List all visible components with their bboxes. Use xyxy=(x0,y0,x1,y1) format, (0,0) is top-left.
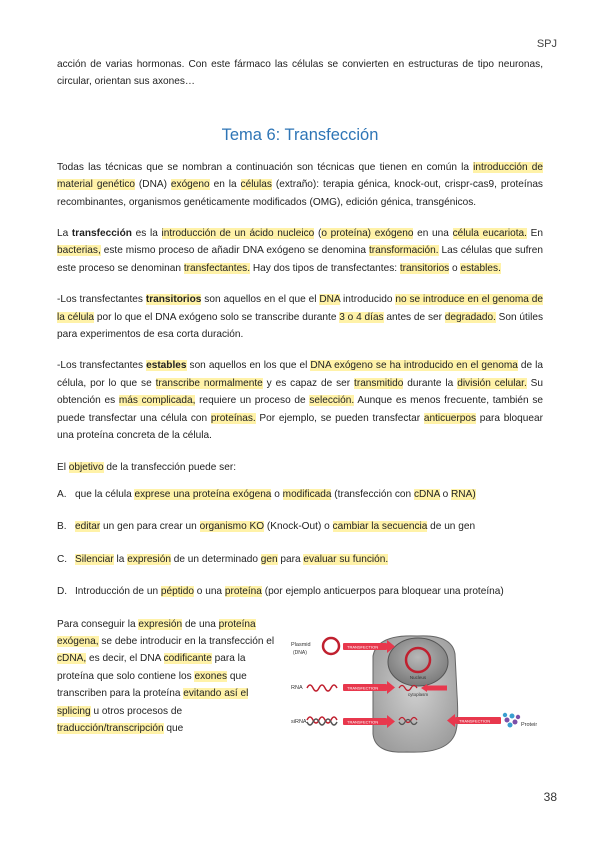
paragraph-expresion xyxy=(57,616,279,738)
highlighted-text: más complicada, xyxy=(118,395,196,407)
plasmid-ring xyxy=(323,638,339,654)
highlighted-text: 3 o 4 días xyxy=(339,311,384,323)
highlighted-text: gen xyxy=(260,553,278,565)
highlighted-text: Silenciar xyxy=(75,553,114,565)
text-run: que transcriben para la proteína xyxy=(57,670,247,700)
text-run: Aunque es menos frecuente, también se puede transfectar una célula con xyxy=(57,395,544,424)
highlighted-text: DNA xyxy=(319,294,341,306)
highlighted-text: proteína xyxy=(224,586,262,598)
text-run: (por ejemplo anticuerpos para bloquear una proteína) xyxy=(261,586,504,598)
text-run: Las células que sufren este proceso se denominan xyxy=(57,245,543,274)
text-run: (Knock-Out) o xyxy=(264,521,333,533)
highlighted-text: célula eucariota. xyxy=(452,228,527,240)
text-run: de la transfección puede ser: xyxy=(103,461,236,473)
objective-item xyxy=(57,518,543,535)
highlighted-text: expresión xyxy=(127,553,171,565)
objective-item xyxy=(57,486,543,503)
highlighted-text: cambiar la secuencia xyxy=(332,521,428,533)
text-run: En xyxy=(526,228,543,240)
paragraph-estables xyxy=(57,357,543,444)
text-run: introducido xyxy=(340,294,396,306)
page-header: SPJ xyxy=(536,38,557,50)
transfection-diagram xyxy=(287,624,537,760)
objective-item xyxy=(57,583,543,600)
figure-side-text xyxy=(57,616,279,760)
bold-text: transfección xyxy=(71,228,132,240)
text-run: son aquellos en los que el xyxy=(186,360,311,372)
text-run: Introducción de un xyxy=(75,586,161,598)
text-run: y es capaz de ser xyxy=(262,377,355,389)
text-run: es la xyxy=(131,228,162,240)
text-run: o una xyxy=(193,586,225,598)
page-content xyxy=(57,56,543,760)
text-run: Para conseguir la xyxy=(57,618,139,630)
paragraph-definicion xyxy=(57,225,543,277)
page-number: 38 xyxy=(543,790,557,804)
text-run: la xyxy=(113,553,128,565)
text-run: para bloquear una proteína concreta de la célula. xyxy=(57,412,543,442)
highlighted-text: exones xyxy=(194,670,228,682)
highlighted-text: degradado. xyxy=(444,311,496,323)
highlighted-text: transitorios xyxy=(145,294,202,306)
highlighted-text: transmitido xyxy=(354,377,404,389)
highlighted-text: no se introduce en el genoma de la célula xyxy=(57,294,543,323)
highlighted-text: modificada xyxy=(282,488,332,500)
text-run: de un determinado xyxy=(170,553,261,565)
objective-item xyxy=(57,551,543,568)
text-run: Son útiles para experimentos de esa corta duración. xyxy=(57,311,543,341)
text-run: durante la xyxy=(403,377,458,389)
text-run: se debe introducir en la transfección el xyxy=(98,635,275,647)
highlighted-text: bacterias, xyxy=(57,245,101,257)
highlighted-text: proteína exógena, xyxy=(57,618,256,647)
section-title: Tema 6: Transfección xyxy=(221,125,379,144)
text-run: de un gen xyxy=(427,521,476,533)
protein-icon xyxy=(503,712,520,727)
text-run: requiere un proceso de xyxy=(195,395,310,407)
highlighted-text: selección. xyxy=(309,395,355,407)
text-run: este mismo proceso de añadir DNA exógeno se denomina xyxy=(100,245,369,257)
highlighted-text: transcribe normalmente xyxy=(155,377,263,389)
text-run: en la xyxy=(209,179,241,191)
highlighted-text: proteínas. xyxy=(210,412,256,424)
highlighted-text: cDNA, xyxy=(57,653,87,665)
arrow-rna-inside xyxy=(427,685,447,690)
list-marker: C. xyxy=(57,553,68,565)
text-run: por lo que el DNA exógeno solo se transcribe durante xyxy=(94,311,340,323)
text-run: o xyxy=(271,488,283,500)
highlighted-text: cDNA xyxy=(413,488,440,500)
figure-row xyxy=(57,616,543,760)
arrow-rna-label: TRANSFECTION xyxy=(347,685,379,691)
highlighted-text: estables. xyxy=(460,262,501,274)
highlighted-text: exprese una proteína exógena xyxy=(134,488,272,500)
paragraph-transitorios xyxy=(57,291,543,343)
highlighted-text: editar xyxy=(75,521,101,533)
plasmid-dna-label: (DNA) xyxy=(293,649,307,656)
text-run: El xyxy=(57,461,69,473)
highlighted-text: péptido xyxy=(160,586,194,598)
text-run: antes de ser xyxy=(383,311,445,323)
list-marker: D. xyxy=(57,586,68,598)
text-run: en una xyxy=(413,228,453,240)
highlighted-text: traducción/transcripción xyxy=(57,722,164,734)
text-run: es decir, el DNA xyxy=(86,653,164,665)
text-run: que xyxy=(163,722,184,734)
rna-strand xyxy=(307,685,337,691)
text-run: Hay dos tipos de transfectantes: xyxy=(250,262,400,274)
text-run: un gen para crear un xyxy=(100,521,200,533)
highlighted-text: objetivo xyxy=(68,461,104,473)
highlighted-text: introducción de material genético xyxy=(57,161,543,191)
rna-label: RNA xyxy=(291,684,303,691)
highlighted-text: evitando así el splicing xyxy=(57,688,249,717)
highlighted-text: introducción de un ácido nucleico xyxy=(161,228,315,240)
objective-list xyxy=(57,486,543,601)
text-run: Su obtención es xyxy=(57,377,543,407)
highlighted-text: codificante xyxy=(163,653,212,665)
text-run: de una xyxy=(182,618,219,630)
highlighted-text: transitorios xyxy=(399,262,450,274)
highlighted-text: o proteína) exógeno xyxy=(321,228,414,240)
highlighted-text: división celular. xyxy=(457,377,527,389)
highlighted-text: transformación. xyxy=(368,245,439,257)
text-run: (transfección con xyxy=(331,488,414,500)
text-run: (DNA) xyxy=(135,179,171,191)
intro-paragraph: acción de varias hormonas. Con este fármaco las células se convierten en estructuras de tipo neuronas, circular, orientan sus axones… xyxy=(57,59,543,88)
highlighted-text: evaluar su función. xyxy=(303,553,389,565)
text-run: para xyxy=(277,553,304,565)
text-run: Por ejemplo, se pueden transfectar xyxy=(255,412,424,424)
text-run: o xyxy=(439,488,452,500)
arrow-protein-label: TRANSFECTION xyxy=(459,718,491,724)
highlighted-text: anticuerpos xyxy=(423,412,477,424)
cytoplasm-label: cytoplasm xyxy=(407,691,429,697)
nucleus-label: Nucleus xyxy=(409,674,427,680)
plasmid-label: Plasmid xyxy=(291,641,311,648)
highlighted-text: expresión xyxy=(138,618,183,630)
sirna-label: siRNA xyxy=(291,718,307,725)
highlighted-text: células xyxy=(240,179,272,191)
text-run: La xyxy=(57,228,72,240)
text-run: para la proteína que solo contiene los xyxy=(57,653,246,682)
highlighted-text: organismo KO xyxy=(199,521,265,533)
sirna-strand-b xyxy=(307,719,337,725)
text-run: -Los transfectantes xyxy=(57,360,147,372)
text-run: que la célula xyxy=(75,488,135,500)
arrow-sirna-label: TRANSFECTION xyxy=(347,719,379,725)
sirna-strand-a xyxy=(307,717,337,723)
highlighted-text: transfectantes. xyxy=(183,262,251,274)
highlighted-text: estables xyxy=(146,360,187,372)
text-run: ( xyxy=(314,228,322,240)
protein-label: Protein xyxy=(521,721,537,728)
text-run: o xyxy=(449,262,461,274)
text-run: (extraño): terapia génica, knock-out, crispr-cas9, proteínas recombinantes, organismos genéticamente modificados (OMG), edición génica, transgénicos. xyxy=(57,179,543,208)
highlighted-text: RNA) xyxy=(451,488,476,500)
text-run: u otros procesos de xyxy=(90,705,183,717)
paragraph-tecnicas xyxy=(57,159,543,211)
text-run: Todas las técnicas que se nombran a continuación son técnicas que tienen en común la xyxy=(57,161,474,173)
highlighted-text: DNA exógeno se ha introducido en el genoma xyxy=(310,360,518,372)
arrow-plasmid-label: TRANSFECTION xyxy=(347,644,379,650)
paragraph-objetivo xyxy=(57,459,543,476)
text-run: son aquellos en el que el xyxy=(201,294,320,306)
transfection-diagram-svg xyxy=(287,624,537,760)
text-run: -Los transfectantes xyxy=(57,294,146,306)
list-marker: B. xyxy=(57,521,67,533)
list-marker: A. xyxy=(57,488,67,500)
highlighted-text: exógeno xyxy=(170,179,210,191)
text-run: de la célula, por lo que se xyxy=(57,360,543,389)
